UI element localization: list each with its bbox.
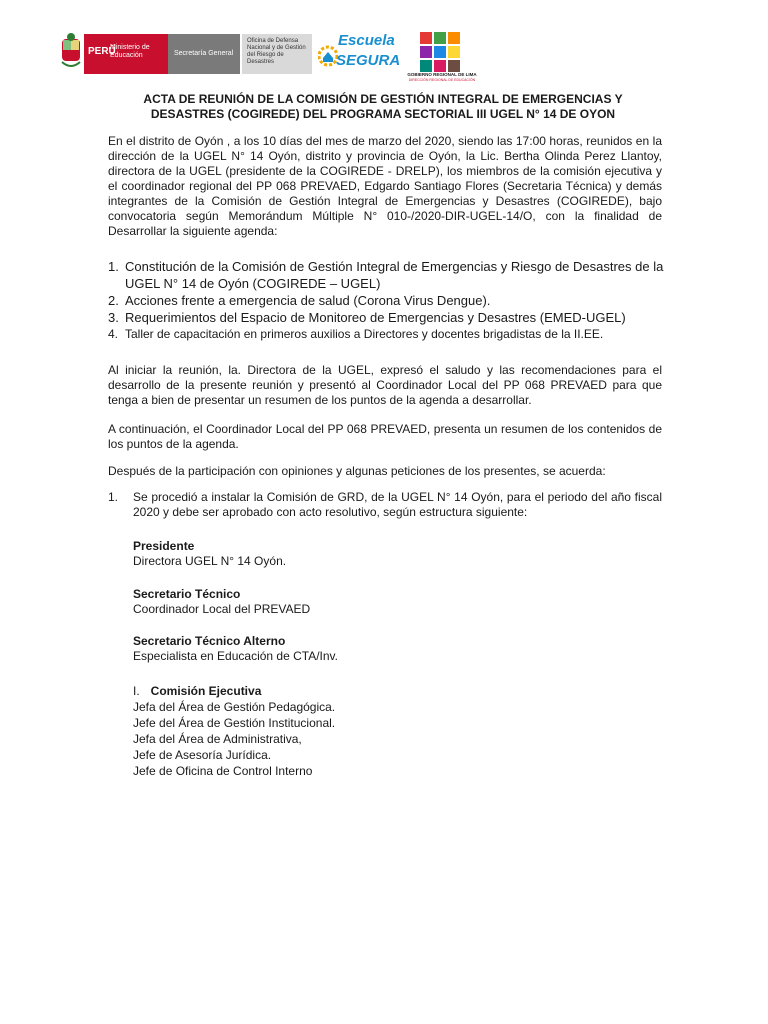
member-item: Jefe de Oficina de Control Interno xyxy=(133,764,313,778)
escuela-label: Escuela xyxy=(338,32,395,49)
ministerio-label: Ministerio de Educación xyxy=(110,44,150,59)
role-title: Secretario Técnico xyxy=(133,587,241,601)
role-person: Coordinador Local del PREVAED xyxy=(133,602,311,616)
gobierno-label: GOBIERNO REGIONAL DE LIMA xyxy=(407,72,477,77)
member-item: Jefa del Área de Gestión Pedagógica. xyxy=(133,700,336,714)
comision-ejecutiva xyxy=(133,683,335,779)
comision-ejecutiva-heading xyxy=(133,683,335,699)
secretaria-label: Secretaría General xyxy=(174,50,234,57)
agenda-number: 2. xyxy=(108,293,119,308)
oficina-label: Oficina de Defensa Nacional y de Gestión del Riesgo de Desastres xyxy=(247,38,306,65)
gear-house-icon xyxy=(318,32,338,80)
agenda-list xyxy=(108,258,664,343)
agenda-item xyxy=(108,258,664,292)
role-presidente xyxy=(133,539,286,569)
agenda-item xyxy=(108,326,664,343)
acuerdo-text: Se procedió a instalar la Comisión de GRD, de la UGEL N° 14 Oyón, para el periodo del año fiscal 2020 y debe ser aprobado con acto resolutivo, según estructura siguiente: xyxy=(133,490,662,519)
agenda-item xyxy=(108,292,664,309)
peru-label: PERÚ xyxy=(88,46,116,57)
agenda-item xyxy=(108,309,664,326)
acuerdo-number: 1. xyxy=(108,490,119,504)
role-person: Directora UGEL N° 14 Oyón. xyxy=(133,554,287,568)
acuerdo-item xyxy=(108,490,662,520)
acuerda-paragraph: Después de la participación con opiniones y algunas peticiones de los presentes, se acuerda: xyxy=(108,464,606,478)
role-secretario-alterno xyxy=(133,634,338,664)
ministerio-educacion-logo xyxy=(84,34,168,74)
document-title: ACTA DE REUNIÓN DE LA COMISIÓN DE GESTIÓN INTEGRAL DE EMERGENCIAS Y DESASTRES (COGIREDE) DEL PROGRAMA SECTORIAL III UGEL N° 14 DE OYON xyxy=(143,92,623,121)
agenda-text: Taller de capacitación en primeros auxilios a Directores y docentes brigadistas de la II.EE. xyxy=(125,327,604,341)
agenda-text: Constitución de la Comisión de Gestión Integral de Emergencias y Riesgo de Desastres de la UGEL N° 14 de Oyón (COGIREDE – UGEL) xyxy=(125,259,664,291)
regional-emblem-icon xyxy=(420,32,460,72)
inicio-paragraph: Al iniciar la reunión, la. Directora de la UGEL, expresó el saludo y las recomendaciones para el desarrollo de la presente reunión y presentó al Coordinador Local del PP 068 PREVAED para que tenga a bien de presentar un resumen de los puntos de la agenda a desarrollar. xyxy=(108,363,662,407)
member-item: Jefe de Asesoría Jurídica. xyxy=(133,748,272,762)
member-item: Jefa del Área de Administrativa, xyxy=(133,732,302,746)
roman-numeral: I. xyxy=(133,684,140,698)
member-item: Jefe del Área de Gestión Institucional. xyxy=(133,716,336,730)
oficina-defensa-logo xyxy=(242,34,312,74)
role-person: Especialista en Educación de CTA/Inv. xyxy=(133,649,338,663)
role-title: Secretario Técnico Alterno xyxy=(133,634,286,648)
role-secretario-tecnico xyxy=(133,587,310,617)
document-header xyxy=(60,30,480,86)
gobierno-regional-lima-logo xyxy=(404,30,484,86)
agenda-text: Requerimientos del Espacio de Monitoreo de Emergencias y Desastres (EMED-UGEL) xyxy=(125,310,626,325)
gobierno-sub-label: DIRECCIÓN REGIONAL DE EDUCACIÓN xyxy=(408,78,476,82)
agenda-number: 4. xyxy=(108,327,119,341)
agenda-number: 3. xyxy=(108,310,119,325)
continuacion-paragraph: A continuación, el Coordinador Local del PP 068 PREVAED, presenta un resumen de los contenidos de los puntos de la agenda. xyxy=(108,422,662,451)
secretaria-general-logo xyxy=(168,34,240,74)
agenda-text: Acciones frente a emergencia de salud (Corona Virus Dengue). xyxy=(125,293,491,308)
peru-coat-of-arms-icon xyxy=(60,30,82,76)
role-title: Presidente xyxy=(133,539,195,553)
escuela-segura-logo xyxy=(318,30,401,82)
agenda-number: 1. xyxy=(108,259,119,274)
comision-title: Comisión Ejecutiva xyxy=(150,684,262,698)
intro-paragraph: En el distrito de Oyón , a los 10 días del mes de marzo del 2020, siendo las 17:00 horas, reunidos en la dirección de la UGEL N° 14 Oyón, distrito y provincia de Oyón, la Lic. Bertha Olinda Perez Llantoy, directora de la UGEL (presidente de la COGIREDE - DRELP), los miembros de la comisión ejecutiva y el coordinador regional del PP 068 PREVAED, Edgardo Santiago Flores (Secretaria Técnica) y demás integrantes de la Comisión de Gestión Integral de Emergencias y Desastres (COGIREDE), bajo convocatoria según Memorándum Múltiple N° 010-/2020-DIR-UGEL-14/O, con la finalidad de Desarrollar la siguiente agenda: xyxy=(108,134,662,238)
segura-label: SEGURA xyxy=(336,52,401,69)
